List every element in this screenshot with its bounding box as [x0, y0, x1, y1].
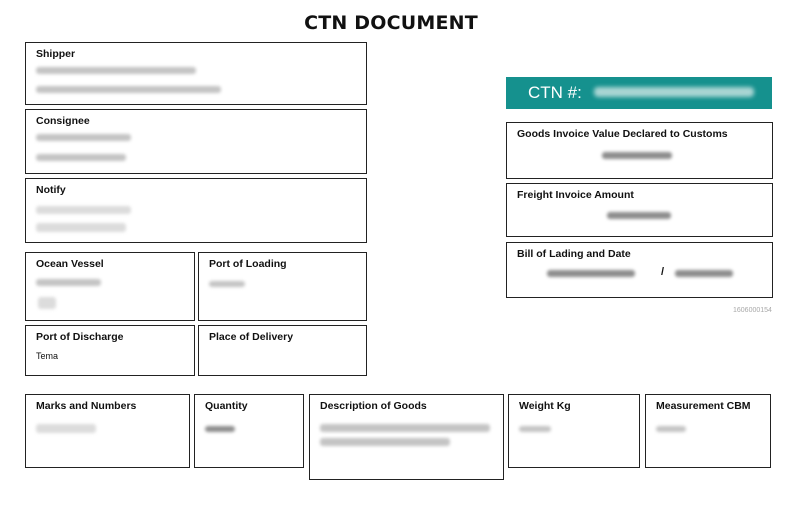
- reference-number: 1606000154: [733, 307, 772, 314]
- redacted-text: [320, 438, 450, 446]
- redacted-text: [36, 154, 126, 161]
- notify-box: [25, 178, 367, 243]
- port-of-discharge-label: Port of Discharge: [36, 331, 124, 343]
- bill-separator: /: [661, 266, 665, 278]
- ctn-number-label: CTN #:: [528, 83, 582, 102]
- ocean-vessel-box: [25, 252, 195, 321]
- port-of-discharge-value: Tema: [36, 351, 59, 361]
- redacted-text: [656, 426, 686, 432]
- redacted-text: [607, 212, 671, 219]
- redacted-text: [36, 86, 221, 93]
- consignee-label: Consignee: [36, 115, 90, 127]
- measurement-cbm-box: [645, 394, 771, 468]
- shipper-label: Shipper: [36, 48, 76, 60]
- measurement-cbm-label: Measurement CBM: [656, 400, 751, 412]
- marks-numbers-box: [25, 394, 190, 468]
- redacted-text: [36, 424, 96, 433]
- redacted-text: [36, 134, 131, 141]
- quantity-box: [194, 394, 304, 468]
- description-goods-label: Description of Goods: [320, 400, 427, 412]
- weight-kg-label: Weight Kg: [519, 400, 571, 412]
- goods-invoice-value-box: [506, 122, 773, 179]
- redacted-text: [519, 426, 551, 432]
- ocean-vessel-label: Ocean Vessel: [36, 258, 104, 270]
- page-title: CTN DOCUMENT: [304, 12, 478, 34]
- redacted-text: [209, 281, 245, 287]
- redacted-text: [36, 67, 196, 74]
- notify-label: Notify: [36, 184, 66, 196]
- port-of-loading-label: Port of Loading: [209, 258, 287, 270]
- port-of-loading-box: [198, 252, 367, 321]
- place-of-delivery-box: [198, 325, 367, 376]
- redacted-ctn-number: [594, 87, 754, 97]
- redacted-text: [36, 279, 101, 286]
- redacted-text: [36, 206, 131, 214]
- redacted-text: [205, 426, 235, 432]
- description-goods-box: [309, 394, 504, 480]
- redacted-text: [675, 270, 733, 277]
- place-of-delivery-label: Place of Delivery: [209, 331, 294, 343]
- redacted-text: [36, 223, 126, 232]
- redacted-text: [602, 152, 672, 159]
- redacted-text: [547, 270, 635, 277]
- goods-invoice-value-label: Goods Invoice Value Declared to Customs: [517, 128, 728, 140]
- marks-numbers-label: Marks and Numbers: [36, 400, 137, 412]
- consignee-box: [25, 109, 367, 174]
- quantity-label: Quantity: [205, 400, 248, 412]
- bill-of-lading-label: Bill of Lading and Date: [517, 248, 631, 260]
- freight-invoice-amount-box: [506, 183, 773, 237]
- bill-of-lading-box: [506, 242, 773, 298]
- redacted-text: [320, 424, 490, 432]
- port-of-discharge-box: [25, 325, 195, 376]
- ctn-number-banner: [506, 77, 772, 109]
- redacted-text: [38, 297, 56, 309]
- weight-kg-box: [508, 394, 640, 468]
- freight-invoice-amount-label: Freight Invoice Amount: [517, 189, 634, 201]
- shipper-box: [25, 42, 367, 105]
